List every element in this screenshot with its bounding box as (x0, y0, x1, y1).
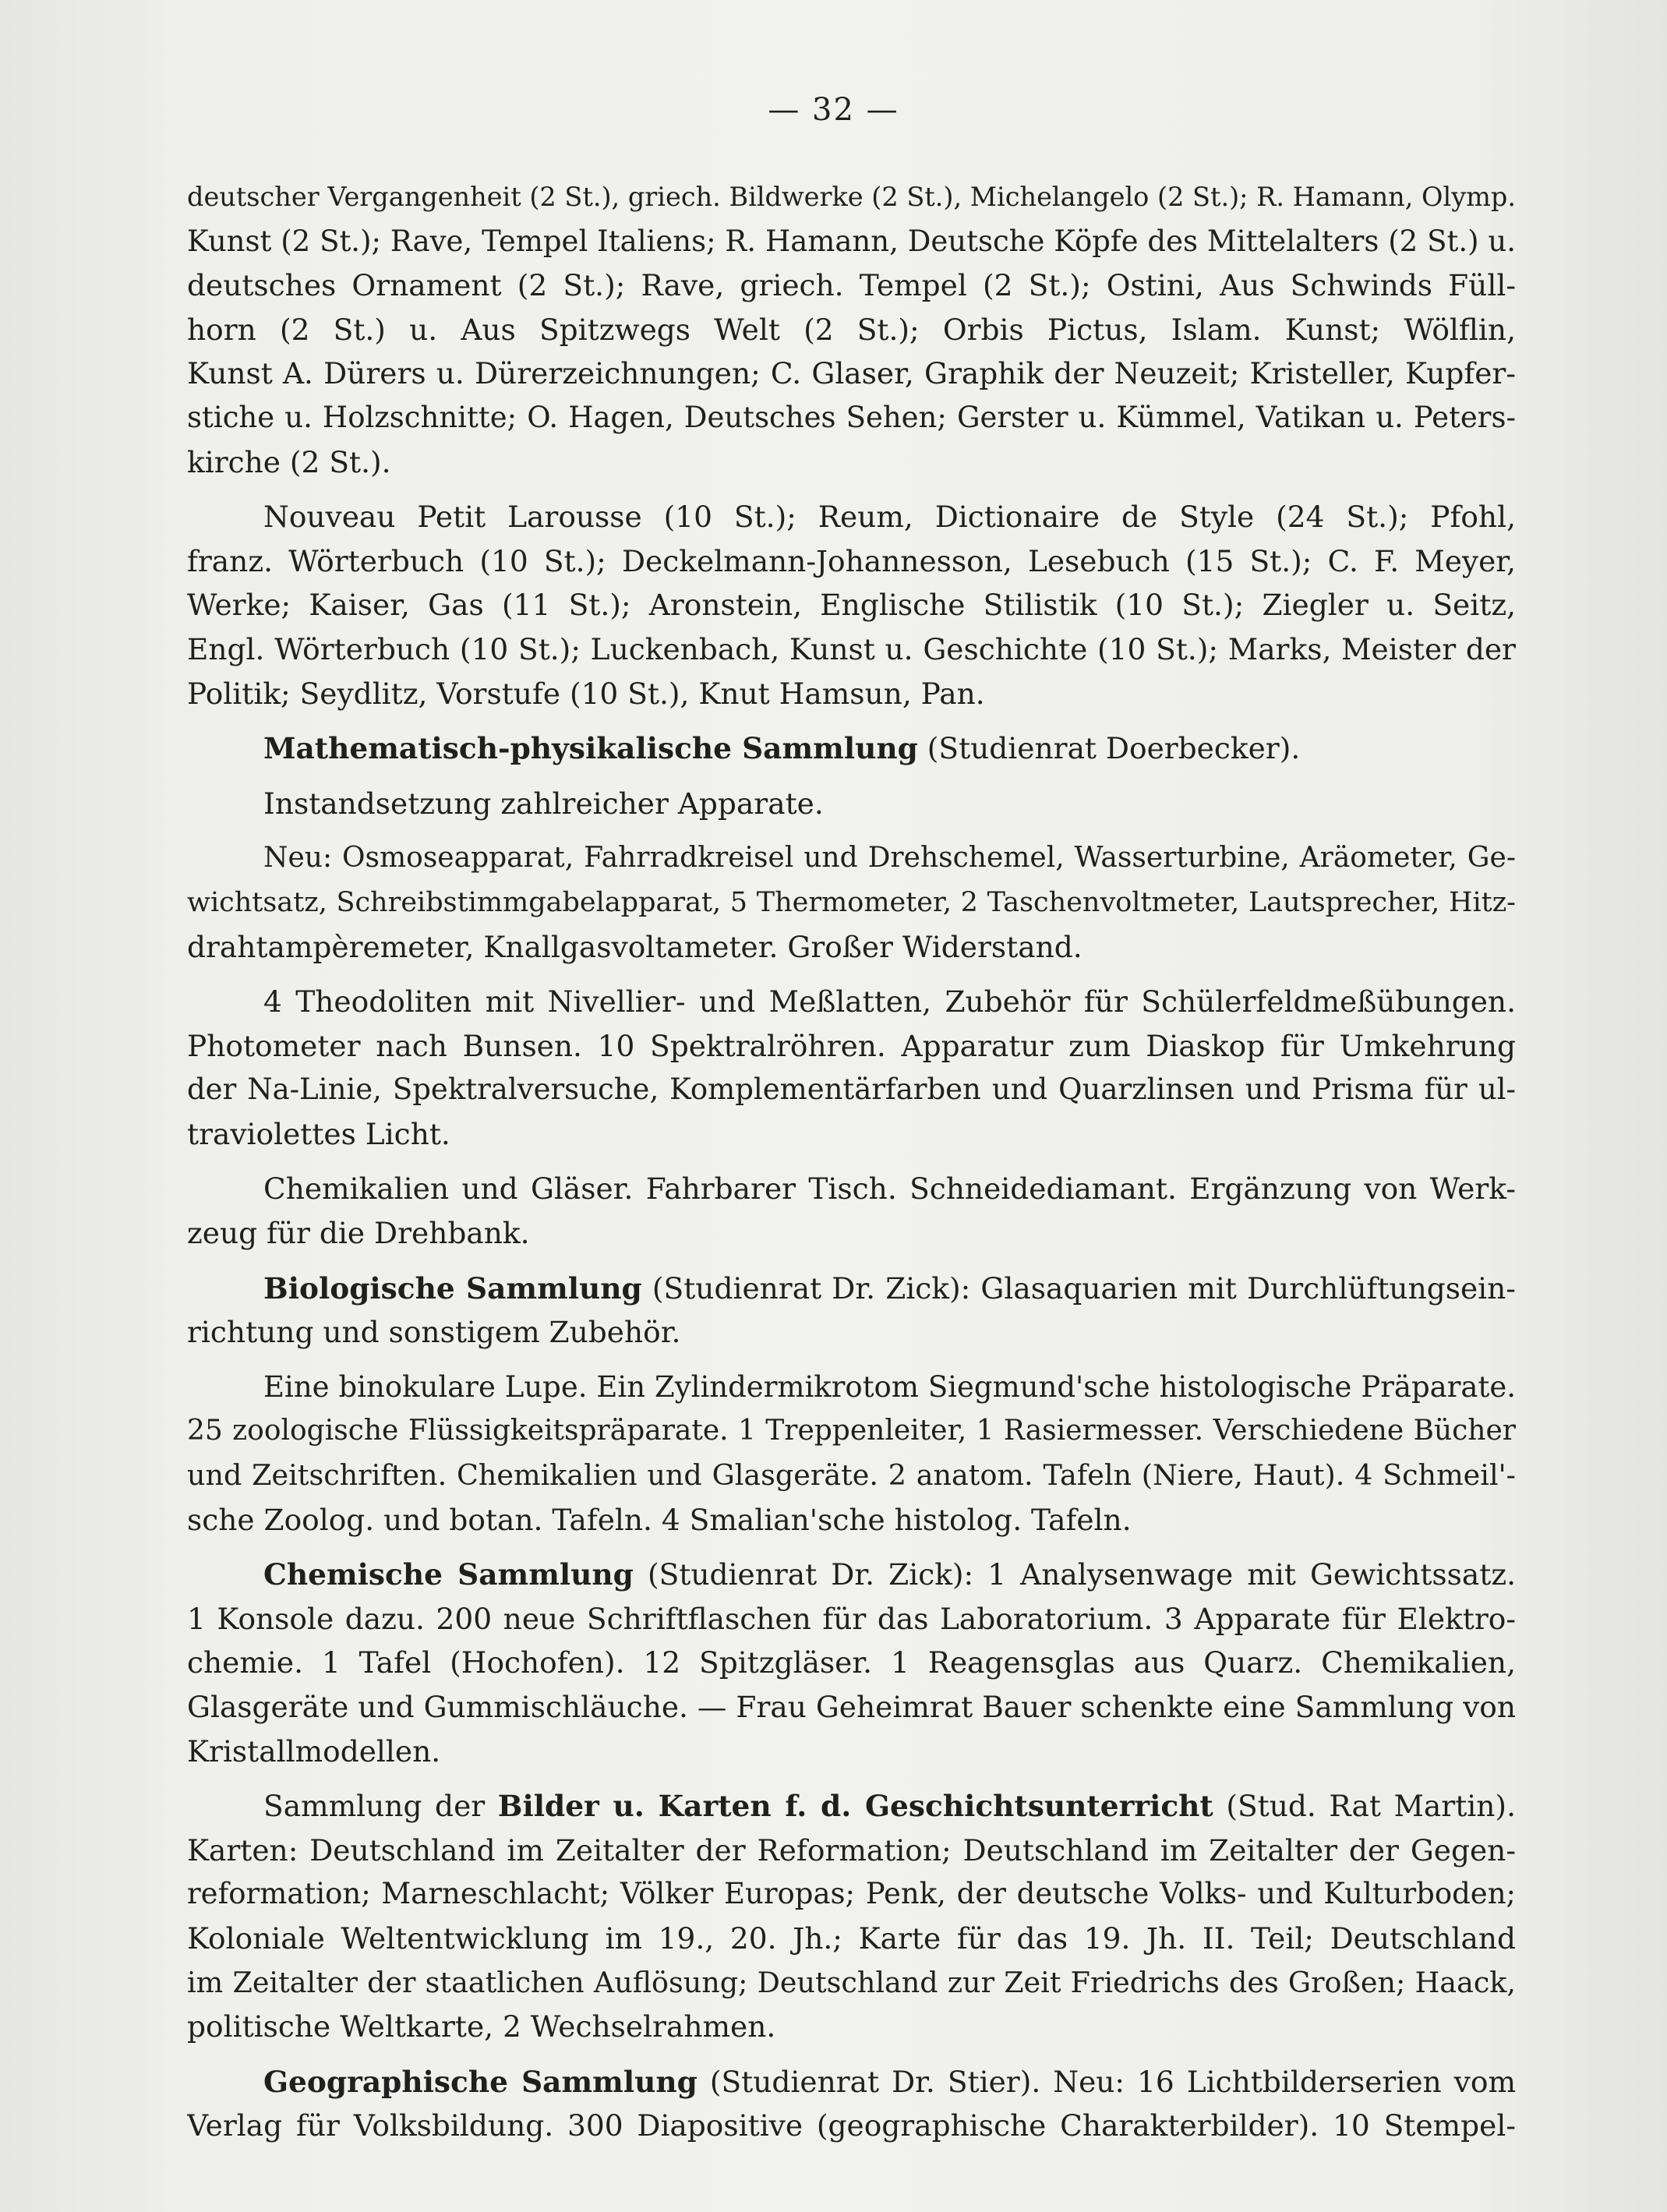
text-line (187, 1597, 1516, 1641)
text-run: (Studienrat Doerbecker). (917, 731, 1301, 766)
text-line (187, 1730, 1516, 1774)
text-line (187, 1917, 1516, 1961)
text-line (187, 627, 1516, 672)
text-run: zeug für die Drehbank. (187, 1216, 530, 1251)
text-run: (Studienrat Dr. Stier). Neu: 16 Lichtbilderserien vom (697, 2064, 1516, 2099)
text-run: deutscher Vergangenheit (2 St.), griech. Bildwerke (2 St.), Michelangelo (2 St.); R. Hamann, Olymp. (187, 182, 1516, 212)
text-line (187, 1961, 1516, 2005)
text-line (187, 1024, 1516, 1069)
text-run: sche Zoolog. und botan. Tafeln. 4 Smalian'sche histolog. Tafeln. (187, 1502, 1132, 1537)
page-number: — 32 — (768, 92, 899, 128)
text-line (187, 2060, 1516, 2104)
text-run: drahtampèremeter, Knallgasvoltameter. Großer Widerstand. (187, 929, 1082, 964)
text-line (187, 1685, 1516, 1730)
text-run: deutsches Ornament (2 St.); Rave, griech. Tempel (2 St.); Ostini, Aus Schwinds Füll- (187, 268, 1516, 303)
text-line (187, 925, 1516, 970)
text-run: 1 Konsole dazu. 200 neue Schriftflaschen für das Laboratorium. 3 Apparate für Elektro- (187, 1601, 1516, 1636)
text-run: Eine binokulare Lupe. Ein Zylindermikrotom Siegmund'sche histologische Präparate. (263, 1369, 1516, 1404)
text-run: 4 Theodoliten mit Nivellier- und Meßlatten, Zubehör für Schülerfeldmeßübungen. (263, 984, 1516, 1019)
text-line (187, 1784, 1516, 1829)
body-text (187, 175, 1516, 2148)
text-run: der Na-Linie, Spektralversuche, Komplementärfarben und Quarzlinsen und Prisma für ul- (187, 1072, 1516, 1107)
text-run: (Stud. Rat Martin). (1213, 1789, 1516, 1824)
text-line (187, 1310, 1516, 1355)
text-run: wichtsatz, Schreibstimmgabelapparat, 5 Thermometer, 2 Taschenvoltmeter, Lautsprecher, Hitz- (187, 886, 1516, 918)
text-line (187, 1211, 1516, 1256)
text-line (187, 1112, 1516, 1157)
text-line (187, 396, 1516, 440)
section-heading: Geographische Sammlung (263, 2064, 698, 2099)
text-run: stiche u. Holzschnitte; O. Hagen, Deutsches Sehen; Gerster u. Kümmel, Vatikan u. Peters- (187, 400, 1516, 434)
text-run: reformation; Marneschlacht; Völker Europas; Penk, der deutsche Volks- und Kulturboden; (187, 1877, 1516, 1911)
text-line (187, 263, 1516, 308)
text-run: (Studienrat Dr. Zick): Glasaquarien mit Durchlüftungsein- (641, 1270, 1516, 1306)
text-line (187, 175, 1516, 220)
text-run: Engl. Wörterbuch (10 St.); Luckenbach, Kunst u. Geschichte (10 St.); Marks, Meister der (187, 631, 1516, 666)
text-run: politische Weltkarte, 2 Wechselrahmen. (187, 2009, 776, 2044)
text-run: Neu: Osmoseapparat, Fahrradkreisel und Drehschemel, Wasserturbine, Aräometer, Ge- (263, 842, 1516, 875)
text-run: Chemikalien und Gläser. Fahrbarer Tisch. Schneidediamant. Ergänzung von Werk- (263, 1171, 1516, 1207)
text-line (187, 1829, 1516, 1873)
text-line (187, 1267, 1516, 1311)
text-line (187, 2104, 1516, 2148)
text-run: im Zeitalter der staatlichen Auflösung; Deutschland zur Zeit Friedrichs des Großen; Haack, (187, 1965, 1516, 1999)
section-heading: Chemische Sammlung (263, 1557, 634, 1592)
text-line (187, 440, 1516, 485)
text-run: Kunst A. Dürers u. Dürerzeichnungen; C. Glaser, Graphik der Neuzeit; Kristeller, Kupfer- (187, 356, 1516, 391)
text-line (187, 583, 1516, 627)
text-run: und Zeitschriften. Chemikalien und Glasgeräte. 2 anatom. Tafeln (Niere, Haut). 4 Schmeil'- (187, 1458, 1516, 1493)
text-run: Sammlung der (263, 1789, 498, 1824)
text-line (187, 782, 1516, 826)
text-run: Glasgeräte und Gummischläuche. — Frau Geheimrat Bauer schenkte eine Sammlung von (187, 1690, 1516, 1724)
section-heading: Biologische Sammlung (263, 1270, 642, 1306)
text-run: Photometer nach Bunsen. 10 Spektralröhren. Apparatur zum Diaskop für Umkehrung (187, 1028, 1516, 1063)
text-line (187, 220, 1516, 264)
text-run: kirche (2 St.). (187, 444, 391, 479)
text-line (187, 1409, 1516, 1454)
text-run: Instandsetzung zahlreicher Apparate. (263, 786, 824, 821)
text-run: horn (2 St.) u. Aus Spitzwegs Welt (2 St.); Orbis Pictus, Islam. Kunst; Wölflin, (187, 312, 1516, 347)
text-line (187, 308, 1516, 352)
text-line (187, 352, 1516, 396)
text-run: Karten: Deutschland im Zeitalter der Reformation; Deutschland im Zeitalter der Gegen- (187, 1832, 1516, 1867)
text-run: Kunst (2 St.); Rave, Tempel Italiens; R. Hamann, Deutsche Köpfe des Mittelalters (2 St.) u. (187, 224, 1516, 258)
section-heading: Bilder u. Karten f. d. Geschichtsunterricht (497, 1789, 1213, 1824)
text-line (187, 1498, 1516, 1542)
text-line (187, 1167, 1516, 1211)
text-run: franz. Wörterbuch (10 St.); Deckelmann-Johannesson, Lesebuch (15 St.); C. F. Meyer, (187, 543, 1516, 578)
text-line (187, 1872, 1516, 1917)
text-line (187, 1641, 1516, 1685)
text-line (187, 1454, 1516, 1498)
text-line (187, 539, 1516, 584)
text-line (187, 2005, 1516, 2049)
text-line (187, 1366, 1516, 1410)
text-run: richtung und sonstigem Zubehör. (187, 1315, 681, 1350)
text-line (187, 495, 1516, 539)
text-line (187, 672, 1516, 716)
text-run: Koloniale Weltentwicklung im 19., 20. Jh.; Karte für das 19. Jh. II. Teil; Deutschland (187, 1920, 1516, 1956)
text-run: Kristallmodellen. (187, 1733, 441, 1769)
section-heading: Mathematisch-physikalische Sammlung (263, 731, 918, 766)
text-run: (Studienrat Dr. Zick): 1 Analysenwage mit Gewichtssatz. (633, 1557, 1516, 1592)
text-run: Verlag für Volksbildung. 300 Diapositive (geographische Charakterbilder). 10 Stempel- (187, 2108, 1516, 2143)
text-run: 25 zoologische Flüssigkeitspräparate. 1 Treppenleiter, 1 Rasiermesser. Verschiedene Bücher (187, 1415, 1516, 1447)
text-run: traviolettes Licht. (187, 1116, 450, 1151)
text-run: Nouveau Petit Larousse (10 St.); Reum, Dictionaire de Style (24 St.); Pfohl, (263, 500, 1516, 535)
text-run: Politik; Seydlitz, Vorstufe (10 St.), Knut Hamsun, Pan. (187, 676, 985, 711)
text-line (187, 881, 1516, 925)
text-line (187, 980, 1516, 1024)
text-line (187, 1068, 1516, 1112)
text-run: Werke; Kaiser, Gas (11 St.); Aronstein, Englische Stilistik (10 St.); Ziegler u. Seitz, (187, 588, 1516, 623)
text-line (187, 836, 1516, 881)
text-line (187, 1553, 1516, 1597)
text-line (187, 726, 1516, 771)
text-run: chemie. 1 Tafel (Hochofen). 12 Spitzgläser. 1 Reagensglas aus Quarz. Chemikalien, (187, 1645, 1516, 1680)
